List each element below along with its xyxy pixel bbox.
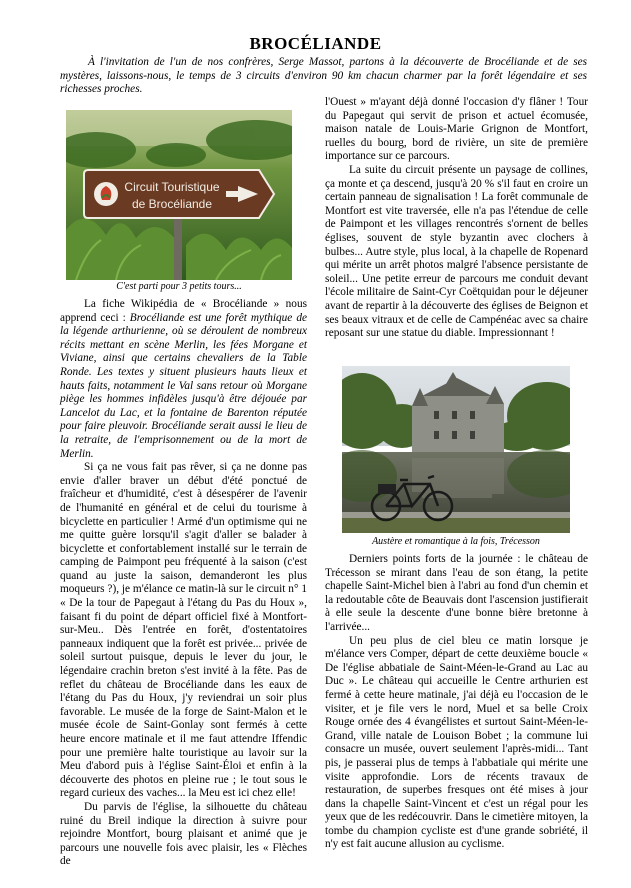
photo-circuit-sign <box>66 110 292 280</box>
paragraph-montfort: l'Ouest » m'ayant déjà donné l'occasion d'y flâner ! Tour du Papegaut qui servit de prison et actuel écomusée, maison natale de Louis-Marie Grignon de Montfort, ruelles du bourg, bord de rivière, un site de première importance sur ce parcours. <box>325 96 588 163</box>
article-title: BROCÉLIANDE <box>249 34 382 53</box>
right-column-top <box>325 96 588 341</box>
sign-line-2: de Brocéliande <box>131 197 213 211</box>
castle-image <box>342 366 570 533</box>
wikipedia-quote: Brocéliande est une forêt mythique de la légende arthurienne, où se déroulent de nombreux récits mettant en scène Merlin, les fées Morgane et Viviane, ainsi que certains chevaliers de la Table Ronde. Les textes y situent plusieurs hauts lieux et hauts faits, notamment le Val sans retour où Morgane piège les hommes infidèles jusqu'à être déjouée par Lancelot du Lac, et la fontaine de Barenton réputée pour faire pleuvoir. Brocéliande serait aussi le lieu de la retraite, de l'emprisonnement ou de la mort de Merlin. <box>60 311 307 460</box>
paragraph-breil: Du parvis de l'église, la silhouette du château ruiné du Breil indique la direction à suivre pour rejoindre Montfort, bourg plaisant et animé que je parcours une nouvelle fois avec plaisir, les « Flèches de <box>60 800 307 868</box>
paragraph-collines: La suite du circuit présente un paysage de collines, ça monte et ça descend, jusqu'à 20 % s'il faut en croire un certain panneau de signalisation ! La forêt communale de Montfort est vite traversée, elle n'a pas l'étendue de celle de Paimpont et les villages rencontrés s'ornent de belles églises, souvent de style byzantin avec clochers à bulbes... Autre style, plus local, à la chapelle de Ropenard qui mérite un arrêt photos malgré l'absence persistante de soleil... Une petite erreur de parcours me conduit devant l'école militaire de Saint-Cyr Coëtquidan pour le déjeuner avant de repartir à la découverte des églises de Beignon et ses beaux vitraux et de celle de Campénéac avec sa chaire reposant sur une statue du diable. Impressionnant ! <box>325 163 588 340</box>
paragraph-wikipedia: La fiche Wikipédia de « Brocéliande » nous apprend ceci : Brocéliande est une forêt mythique de la légende arthurienne, où se déroulent de nombreux récits mettant en scène Merlin, les fées Morgane et Viviane, ainsi que certains chevaliers de la Table Ronde. Les textes y situent plusieurs hauts lieux et hauts faits, notamment le Val sans retour où Morgane piège les hommes infidèles jusqu'à être déjouée par Lancelot du Lac, et la fontaine de Barenton réputée pour faire pleuvoir. Brocéliande serait aussi le lieu de la retraite, de l'emprisonnement ou de la mort de Merlin. <box>60 298 307 460</box>
intro-paragraph: À l'invitation de l'un de nos confrères, Serge Massot, partons à la découverte de Brocéliande et de ses mystères, laissons-nous, le temps de 3 circuits d'environ 90 km chacun charmer par la forêt légendaire et ses richesses proches. <box>60 56 587 96</box>
caption-photo-2: Austère et romantique à la fois, Trécesson <box>372 536 540 547</box>
forest-sign-image <box>66 110 292 280</box>
paragraph-first-circuit: Si ça ne vous fait pas rêver, si ça ne donne pas envie d'aller braver un début d'été ponctué de fraîcheur et d'humidité, c'est à désespérer de l'avenir de l'humanité en général et de celui du tourisme à bicyclette en particulier ! Armé d'un optimisme qui ne me quitte guère lorsqu'il s'agit d'aller se balader à bicyclette et confortablement installé sur le terrain de camping de Paimpont peu fréquenté à la saison (c'est quand au juste la saison, demanderont les plus moqueurs ?), je m'élance ce matin-là sur le circuit n° 1 « De la tour de Papegaut à l'étang du Pas du Houx », faisant fi du point de départ officiel fixé à Montfort-sur-Meu.. Dès l'entrée en forêt, d'ostentatoires panneaux indiquent que la forêt est privée... privée de soleil surtout puisque, depuis le lever du jour, le légendaire crachin breton s'est invité à la fête. Pas de reflet du château de Brocéliande dans les eaux de l'étang du Pas du Houx, j'y reviendrai un soir plus favorable. Le musée de la forge de Saint-Malon et le musée école de Saint-Gonlay sont fermés à cette heure encore matinale et il me faut attendre Iffendic pour une première halte touristique au lavoir sur la Meu d'abord puis à l'église Saint-Éloi et enfin à la découverte des photos en pleine rue ; le tout sous le regard curieux des vaches... la Meu est ici chez elle! <box>60 461 307 800</box>
photo-trecesson <box>342 366 570 533</box>
paragraph-trecesson: Derniers points forts de la journée : le château de Trécesson se mirant dans l'eau de son étang, la petite chapelle Saint-Michel bien à l'abri au fond d'un chemin et la redoutable côte de Beauvais dont l'ascension justifierait à elle seule la descente d'une bonne bière bretonne à l'arrivée... <box>325 553 588 633</box>
caption-photo-1: C'est parti pour 3 petits tours... <box>116 281 242 292</box>
sign-line-1: Circuit Touristique <box>124 180 220 194</box>
left-column <box>60 298 307 869</box>
paragraph-second-circuit: Un peu plus de ciel bleu ce matin lorsque je m'élance vers Comper, départ de cette deuxième boucle « De l'église abbatiale de Saint-Méen-le-Grand au Lac au Duc ». Le château qui accueille le Centre arthurien est fermé à cette heure matinale, j'ai déjà eu l'occasion de le visiter, et je file vers le nord, Muel et sa belle Croix Rouge ornée des 4 évangélistes et surtout Saint-Méen-le-Grand, ville natale de Louison Bobet ; la commune lui consacre un musée, ouvert seulement l'après-midi... Tant pis, je passerai plus de temps à l'abbatiale qui mérite une visite approfondie. Lors de récents travaux de restauration, de superbes fresques ont été mises à jour dans la chapelle Saint-Vincent et c'est un régal pour les yeux que de les redécouvrir. Dans le cimetière mitoyen, la tombe du champion cycliste est d'une grande sobriété, il n'y est fait aucune allusion au cyclisme. <box>325 634 588 851</box>
right-column-bottom <box>325 553 588 852</box>
